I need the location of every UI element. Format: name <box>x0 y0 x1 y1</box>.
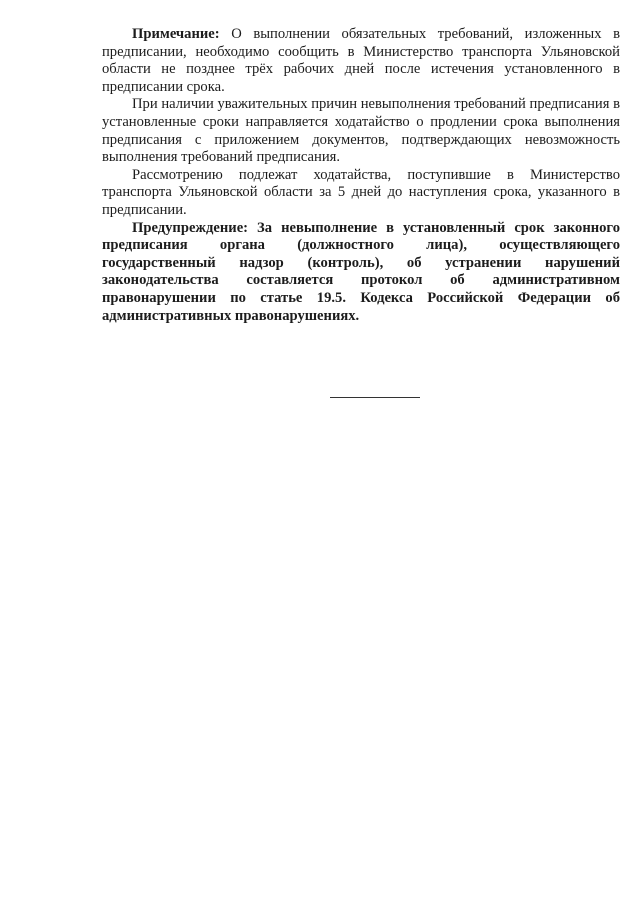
review-paragraph: Рассмотрению подлежат ходатайства, поступившие в Министерство транспорта Ульяновской области за 5 дней до наступления срока, указанного в предписании. <box>102 166 620 218</box>
end-separator-line <box>330 397 420 398</box>
warning-label: Предупреждение: <box>132 219 249 236</box>
extension-request-paragraph: При наличии уважительных причин невыполнения требований предписания в установленные сроки направляется ходатайство о продлении срока выполнения предписания с приложением документов, подтверждающих невозможность выполнения требований предписания. <box>102 96 620 166</box>
warning-text: За невыполнение в установленный срок законного предписания органа (должностного лица), осуществляющего государственный надзор (контроль), об устранении нарушений законодательства составляется протокол об административном правонарушении по статье 19.5. Кодекса Российской Федерации об административных правонарушениях. <box>102 219 620 324</box>
note-paragraph <box>102 26 620 96</box>
document-body <box>102 26 620 325</box>
warning-paragraph <box>102 220 620 326</box>
note-text: О выполнении обязательных требований, изложенных в предписании, необходимо сообщить в Министерство транспорта Ульяновской области не позднее трёх рабочих дней после истечения установленного в предписании срока. <box>102 26 620 95</box>
note-label: Примечание: <box>132 26 220 42</box>
